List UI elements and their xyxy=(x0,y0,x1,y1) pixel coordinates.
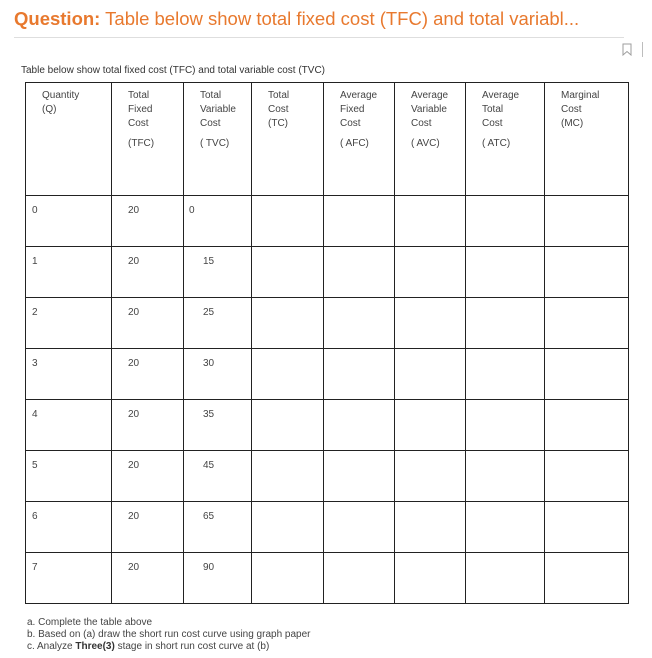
header-tc-line: Cost xyxy=(268,104,289,115)
question-label: Question: xyxy=(14,8,101,29)
avc-cell[interactable] xyxy=(395,451,466,502)
header-afc-line: ( AFC) xyxy=(340,138,369,149)
header-avc xyxy=(395,83,466,196)
afc-cell[interactable] xyxy=(324,502,395,553)
header-quantity-line: (Q) xyxy=(42,104,57,115)
tfc-cell: 20 xyxy=(112,451,184,502)
cost-table xyxy=(25,82,629,604)
header-tvc-line: Total xyxy=(200,90,222,101)
tfc-cell: 20 xyxy=(112,349,184,400)
afc-cell[interactable] xyxy=(324,553,395,604)
avc-cell[interactable] xyxy=(395,553,466,604)
header-tvc xyxy=(184,83,252,196)
mc-cell[interactable] xyxy=(545,451,629,502)
header-tc-line: (TC) xyxy=(268,118,288,129)
header-afc-line: Fixed xyxy=(340,104,365,115)
instruction-c-prefix: c. Analyze xyxy=(27,641,76,653)
header-tfc xyxy=(112,83,184,196)
header-atc-line: Average xyxy=(482,90,520,101)
instruction-c-bold: Three(3) xyxy=(75,641,115,653)
header-tvc-line: Variable xyxy=(200,104,236,115)
table-intro: Table below show total fixed cost (TFC) and total variable cost (TVC) xyxy=(21,65,326,76)
quantity-cell: 3 xyxy=(26,349,112,400)
header-afc xyxy=(324,83,395,196)
header-avc-line: Cost xyxy=(411,118,432,129)
quantity-cell: 2 xyxy=(26,298,112,349)
tvc-cell: 65 xyxy=(184,502,252,553)
header-atc-line: Total xyxy=(482,104,504,115)
afc-cell[interactable] xyxy=(324,349,395,400)
table-row xyxy=(26,298,629,349)
quantity-cell: 0 xyxy=(26,196,112,247)
mc-cell[interactable] xyxy=(545,400,629,451)
mc-cell[interactable] xyxy=(545,502,629,553)
avc-cell[interactable] xyxy=(395,502,466,553)
header-quantity-line: Quantity xyxy=(42,90,80,101)
instruction-c-suffix: stage in short run cost curve at (b) xyxy=(114,641,270,653)
header-avc-line: Variable xyxy=(411,104,447,115)
table-row xyxy=(26,400,629,451)
bookmark-icon[interactable] xyxy=(622,43,632,56)
tc-cell[interactable] xyxy=(252,400,324,451)
avc-cell[interactable] xyxy=(395,298,466,349)
header-tfc-line: Fixed xyxy=(128,104,153,115)
header-atc xyxy=(466,83,545,196)
quantity-cell: 6 xyxy=(26,502,112,553)
table-row xyxy=(26,196,629,247)
quantity-cell: 7 xyxy=(26,553,112,604)
tfc-cell: 20 xyxy=(112,298,184,349)
tc-cell[interactable] xyxy=(252,247,324,298)
header-mc-line: Cost xyxy=(561,104,582,115)
header-afc-line: Average xyxy=(340,90,378,101)
tvc-cell: 30 xyxy=(184,349,252,400)
avc-cell[interactable] xyxy=(395,400,466,451)
tvc-cell: 15 xyxy=(184,247,252,298)
header-avc-line: ( AVC) xyxy=(411,138,440,149)
header-mc-line: Marginal xyxy=(561,90,600,101)
mc-cell[interactable] xyxy=(545,247,629,298)
tvc-cell: 35 xyxy=(184,400,252,451)
tc-cell[interactable] xyxy=(252,553,324,604)
atc-cell[interactable] xyxy=(466,349,545,400)
afc-cell[interactable] xyxy=(324,451,395,502)
atc-cell[interactable] xyxy=(466,247,545,298)
tc-cell[interactable] xyxy=(252,298,324,349)
title-divider xyxy=(14,37,624,38)
tvc-cell: 90 xyxy=(184,553,252,604)
header-tfc-line: Cost xyxy=(128,118,149,129)
atc-cell[interactable] xyxy=(466,502,545,553)
tfc-cell: 20 xyxy=(112,400,184,451)
table-body xyxy=(26,196,629,604)
mc-cell[interactable] xyxy=(545,349,629,400)
toolbar-separator xyxy=(642,42,643,57)
tc-cell[interactable] xyxy=(252,196,324,247)
question-text: Table below show total fixed cost (TFC) and total variabl... xyxy=(105,8,580,29)
afc-cell[interactable] xyxy=(324,247,395,298)
atc-cell[interactable] xyxy=(466,400,545,451)
tc-cell[interactable] xyxy=(252,451,324,502)
instructions xyxy=(27,617,311,654)
afc-cell[interactable] xyxy=(324,196,395,247)
table-row xyxy=(26,247,629,298)
header-tvc-line: Cost xyxy=(200,118,221,129)
tvc-cell: 45 xyxy=(184,451,252,502)
quantity-cell: 4 xyxy=(26,400,112,451)
tfc-cell: 20 xyxy=(112,553,184,604)
header-afc-line: Cost xyxy=(340,118,361,129)
mc-cell[interactable] xyxy=(545,298,629,349)
quantity-cell: 1 xyxy=(26,247,112,298)
header-mc-line: (MC) xyxy=(561,118,584,129)
tc-cell[interactable] xyxy=(252,349,324,400)
instruction-b: b. Based on (a) draw the short run cost curve using graph paper xyxy=(27,629,311,641)
mc-cell[interactable] xyxy=(545,553,629,604)
avc-cell[interactable] xyxy=(395,349,466,400)
header-tfc-line: (TFC) xyxy=(128,138,155,149)
table-row xyxy=(26,553,629,604)
header-atc-line: ( ATC) xyxy=(482,138,511,149)
instruction-a: a. Complete the table above xyxy=(27,617,153,628)
quantity-cell: 5 xyxy=(26,451,112,502)
atc-cell[interactable] xyxy=(466,451,545,502)
afc-cell[interactable] xyxy=(324,400,395,451)
tvc-cell: 0 xyxy=(184,196,252,247)
avc-cell[interactable] xyxy=(395,247,466,298)
table-row xyxy=(26,502,629,553)
header-tvc-line: ( TVC) xyxy=(200,138,230,149)
question-title xyxy=(14,8,579,30)
atc-cell[interactable] xyxy=(466,196,545,247)
header-tc-line: Total xyxy=(268,90,290,101)
header-tc xyxy=(252,83,324,196)
table-row xyxy=(26,451,629,502)
instruction-c xyxy=(27,641,311,653)
table-row xyxy=(26,349,629,400)
header-tfc-line: Total xyxy=(128,90,150,101)
header-avc-line: Average xyxy=(411,90,449,101)
avc-cell[interactable] xyxy=(395,196,466,247)
tvc-cell: 25 xyxy=(184,298,252,349)
tc-cell[interactable] xyxy=(252,502,324,553)
table-header-row xyxy=(26,83,629,196)
tfc-cell: 20 xyxy=(112,196,184,247)
tfc-cell: 20 xyxy=(112,247,184,298)
header-atc-line: Cost xyxy=(482,118,503,129)
afc-cell[interactable] xyxy=(324,298,395,349)
atc-cell[interactable] xyxy=(466,553,545,604)
tfc-cell: 20 xyxy=(112,502,184,553)
header-quantity xyxy=(26,83,112,196)
mc-cell[interactable] xyxy=(545,196,629,247)
header-mc xyxy=(545,83,629,196)
atc-cell[interactable] xyxy=(466,298,545,349)
